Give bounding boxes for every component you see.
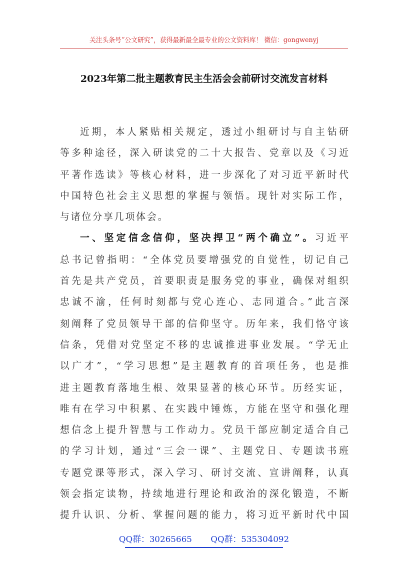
paragraph-line-tail: 习近平 — [314, 233, 350, 245]
qq-group-2: QQ群：535304092 — [210, 534, 290, 544]
paragraph-line: 忠诚不渝，任何时刻都与党心连心、志同道合。”此言深 — [60, 297, 350, 309]
header-banner: 关注头条号“公文研究”，获得最新最全最专业的公文资料库！ 微信：gongwenyj — [89, 36, 319, 44]
paragraph-line: 总书记曾指明：“全体党员要增强党的自觉性，切记自己 — [60, 254, 350, 266]
paragraph-line: 提升认识、分析、掌握问题的能力，将习近平新时代中国 — [60, 510, 350, 522]
paragraph-line: 近期，本人紧贴相关规定，透过小组研讨与自主钻研 — [80, 127, 350, 138]
footer-divider — [125, 547, 283, 548]
paragraph-line: 进主题教育落地生根、效果显著的核心环节。历经实证， — [60, 382, 350, 394]
paragraph-line: 刻阐释了党员领导干部的信仰坚守。历年来，我们恪守该 — [60, 318, 350, 330]
paragraph-line: 平著作选读》等核心材料，进一步深化了对习近平新时代 — [60, 169, 350, 181]
paragraph-line: 等多种途径，深入研读党的二十大报告、党章以及《习近 — [60, 148, 350, 160]
paragraph-line: 唯有在学习中积累、在实践中锤炼，方能在坚守和强化理 — [60, 403, 350, 415]
paragraph-line: 首先是共产党员，首要职责是服务党的事业，确保对组织 — [60, 276, 350, 288]
paragraph-line: 领会指定读物，持续地进行理论和政治的深化锻造，不断 — [60, 489, 350, 501]
footer-contacts — [0, 534, 408, 544]
paragraph-line: 专题党课等形式，深入学习、研讨交流、宣讲阐释，认真 — [60, 467, 350, 479]
paragraph-line: 以广才”，“学习思想”是主题教育的首项任务，也是推 — [60, 361, 350, 373]
paragraph-line: 与诸位分享几项体会。 — [60, 212, 169, 224]
section-heading: 一、坚定信念信仰，坚决捍卫“两个确立”。 — [80, 233, 315, 245]
document-body — [60, 122, 350, 527]
section-heading-line — [60, 228, 350, 249]
paragraph-line: 中国特色社会主义思想的掌握与领悟。现针对实际工作， — [60, 190, 350, 202]
paragraph-line: 想信念上提升智慧与工作动力。党员干部应制定适合自己 — [60, 425, 350, 437]
paragraph-line: 信条，凭借对党坚定不移的忠诚推进事业发展。“学无止 — [60, 339, 350, 351]
header-divider — [60, 48, 348, 49]
paragraph-line: 的学习计划，通过“三会一课”、主题党日、专题读书班 — [60, 446, 350, 458]
qq-group-1: QQ群：30265665 — [118, 534, 192, 544]
document-title: 2023年第二批主题教育民主生活会会前研讨交流发言材料 — [80, 74, 328, 85]
